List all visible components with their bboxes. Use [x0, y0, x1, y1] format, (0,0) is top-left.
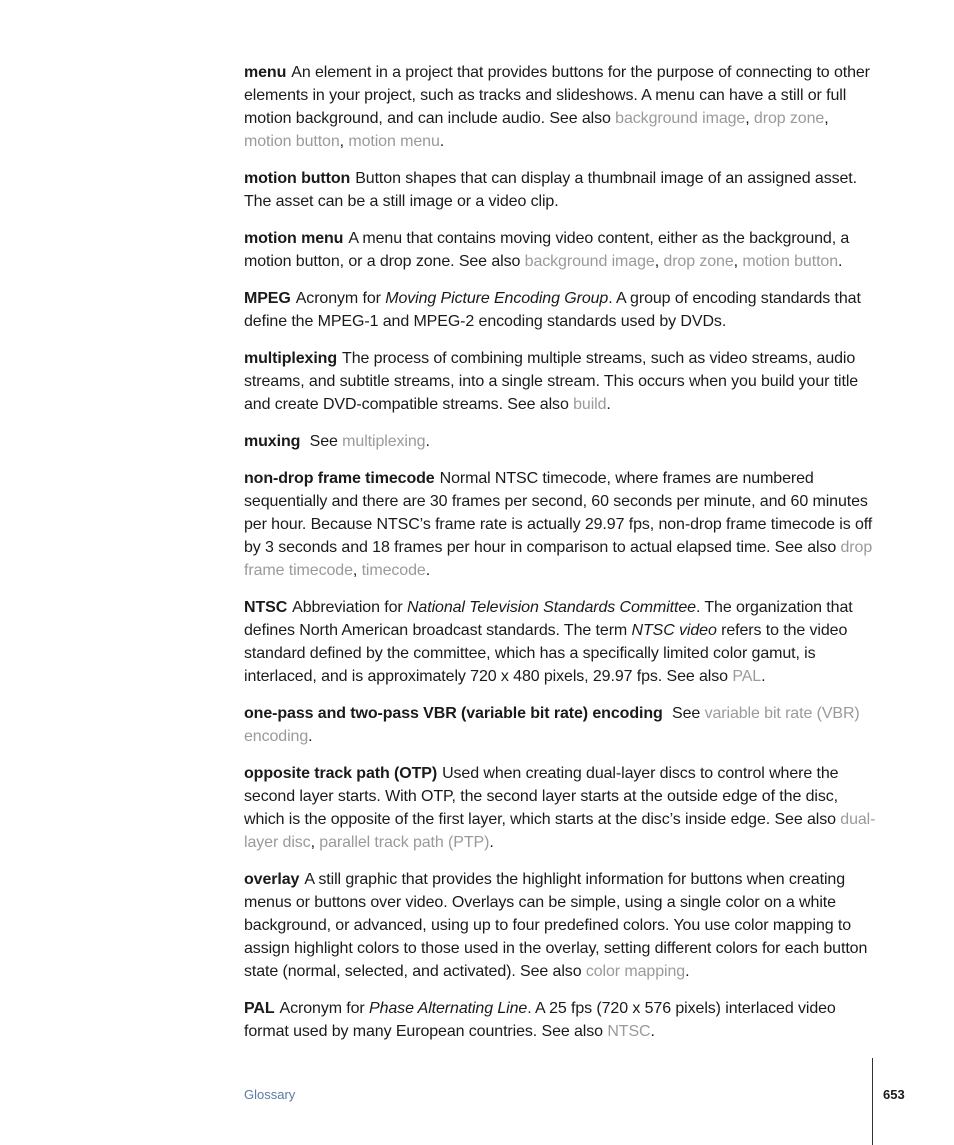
glossary-entry	[244, 167, 876, 213]
glossary-term: NTSC	[244, 599, 288, 616]
glossary-entry	[244, 762, 876, 854]
glossary-term: one-pass and two-pass VBR (variable bit rate) encoding	[244, 705, 663, 722]
page-number: 653	[883, 1087, 905, 1102]
definition-text: A still graphic that provides the highlight information for buttons when creating menus or buttons over video. Overlays can be simple, using a single color on a white background, or advanced, using up to four predefined colors. You use color mapping to assign highlight colors to those used in the overlay, setting different colors for each button state (normal, selected, and activated). See also	[244, 871, 868, 980]
definition-text: .	[308, 728, 313, 745]
glossary-term: MPEG	[244, 290, 291, 307]
definition-text: .	[761, 668, 766, 685]
definition-text: Button shapes that can display a thumbnail image of an assigned asset. The asset can be a still image or a video clip.	[244, 170, 857, 210]
italic-text: NTSC video	[631, 622, 717, 639]
definition-text: . The organization that defines North American broadcast standards. The term	[244, 599, 853, 639]
glossary-term: motion menu	[244, 230, 344, 247]
definition-text: .	[425, 562, 431, 579]
definition-text: See	[305, 433, 343, 450]
definition-text: ,	[339, 133, 349, 150]
definition-text: ,	[733, 253, 743, 270]
cross-reference-link[interactable]: dual-layer disc	[244, 811, 876, 851]
cross-reference-link[interactable]: drop zone	[663, 253, 734, 270]
definition-text: Acronym for	[279, 1000, 370, 1017]
glossary-entry	[244, 347, 876, 416]
definition-text: Abbreviation for	[292, 599, 407, 616]
definition-text: The process of combining multiple streams, such as video streams, audio streams, and subtitle streams, into a single stream. This occurs when you build your title and create DVD-compatible streams. See also	[244, 350, 859, 413]
glossary-content	[244, 61, 876, 1057]
footer-section-label: Glossary	[244, 1087, 296, 1102]
definition-text: Normal NTSC timecode, where frames are numbered sequentially and there are 30 frames per second, 60 seconds per minute, and 60 minutes per hour. Because NTSC’s frame rate is actually 29.97 fps, non-drop frame timecode is off by 3 seconds and 18 frames per hour in comparison to actual elapsed time. See also	[244, 470, 873, 556]
definition-text: .	[838, 253, 843, 270]
italic-text: Phase Alternating Line	[369, 1000, 528, 1017]
glossary-entry	[244, 596, 876, 688]
italic-text: Moving Picture Encoding Group	[385, 290, 609, 307]
cross-reference-link[interactable]: motion button	[244, 133, 340, 150]
definition-text: .	[606, 396, 611, 413]
definition-text: .	[489, 834, 494, 851]
cross-reference-link[interactable]: PAL	[732, 668, 762, 685]
definition-text: ,	[352, 562, 362, 579]
cross-reference-link[interactable]: background image	[524, 253, 655, 270]
glossary-term: overlay	[244, 871, 300, 888]
cross-reference-link[interactable]: timecode	[361, 562, 426, 579]
definition-text: See	[667, 705, 705, 722]
glossary-term: menu	[244, 64, 287, 81]
cross-reference-link[interactable]: background image	[615, 110, 746, 127]
definition-text: .	[425, 433, 430, 450]
cross-reference-link[interactable]: drop zone	[753, 110, 825, 127]
glossary-term: muxing	[244, 433, 301, 450]
cross-reference-link[interactable]: variable bit rate (VBR) encoding	[244, 705, 860, 745]
cross-reference-link[interactable]: NTSC	[607, 1023, 651, 1040]
glossary-entry	[244, 430, 876, 453]
cross-reference-link[interactable]: parallel track path (PTP)	[319, 834, 490, 851]
glossary-entry	[244, 997, 876, 1043]
cross-reference-link[interactable]: drop frame timecode	[244, 539, 873, 579]
glossary-entry	[244, 287, 876, 333]
definition-text: ,	[310, 834, 320, 851]
glossary-term: multiplexing	[244, 350, 338, 367]
definition-text: . A group of encoding standards that define the MPEG-1 and MPEG-2 encoding standards used by DVDs.	[244, 290, 861, 330]
definition-text: .	[685, 963, 690, 980]
definition-text: Acronym for	[295, 290, 386, 307]
definition-text: refers to the video standard defined by the committee, which has a specifically limited color gamut, is interlaced, and is approximately 720 x 480 pixels, 29.97 fps. See also	[244, 622, 848, 685]
glossary-entry	[244, 467, 876, 582]
glossary-entry	[244, 868, 876, 983]
cross-reference-link[interactable]: motion button	[742, 253, 839, 270]
glossary-term: PAL	[244, 1000, 275, 1017]
definition-text: ,	[745, 110, 754, 127]
cross-reference-link[interactable]: motion menu	[348, 133, 440, 150]
definition-text: .	[650, 1023, 655, 1040]
glossary-term: motion button	[244, 170, 351, 187]
glossary-entry	[244, 702, 876, 748]
definition-text: Used when creating dual-layer discs to control where the second layer starts. With OTP, the second layer starts at the outside edge of the disc, which is the opposite of the first layer, which starts at the disc’s inside edge. See also	[244, 765, 841, 828]
glossary-entry	[244, 61, 876, 153]
footer-divider	[872, 1058, 873, 1145]
definition-text: ,	[654, 253, 664, 270]
glossary-term: non-drop frame timecode	[244, 470, 435, 487]
glossary-term: opposite track path (OTP)	[244, 765, 438, 782]
cross-reference-link[interactable]: color mapping	[585, 963, 686, 980]
italic-text: National Television Standards Committee	[406, 599, 696, 616]
definition-text: . A 25 fps (720 x 576 pixels) interlaced video format used by many European countries. See also	[244, 1000, 836, 1040]
definition-text: ,	[824, 110, 829, 127]
definition-text: A menu that contains moving video content, either as the background, a motion button, or a drop zone. See also	[244, 230, 850, 270]
definition-text: .	[439, 133, 445, 150]
cross-reference-link[interactable]: multiplexing	[342, 433, 426, 450]
definition-text: An element in a project that provides buttons for the purpose of connecting to other elements in your project, such as tracks and slideshows. A menu can have a still or full motion background, and can include audio. See also	[244, 64, 870, 127]
glossary-entry	[244, 227, 876, 273]
cross-reference-link[interactable]: build	[573, 396, 607, 413]
